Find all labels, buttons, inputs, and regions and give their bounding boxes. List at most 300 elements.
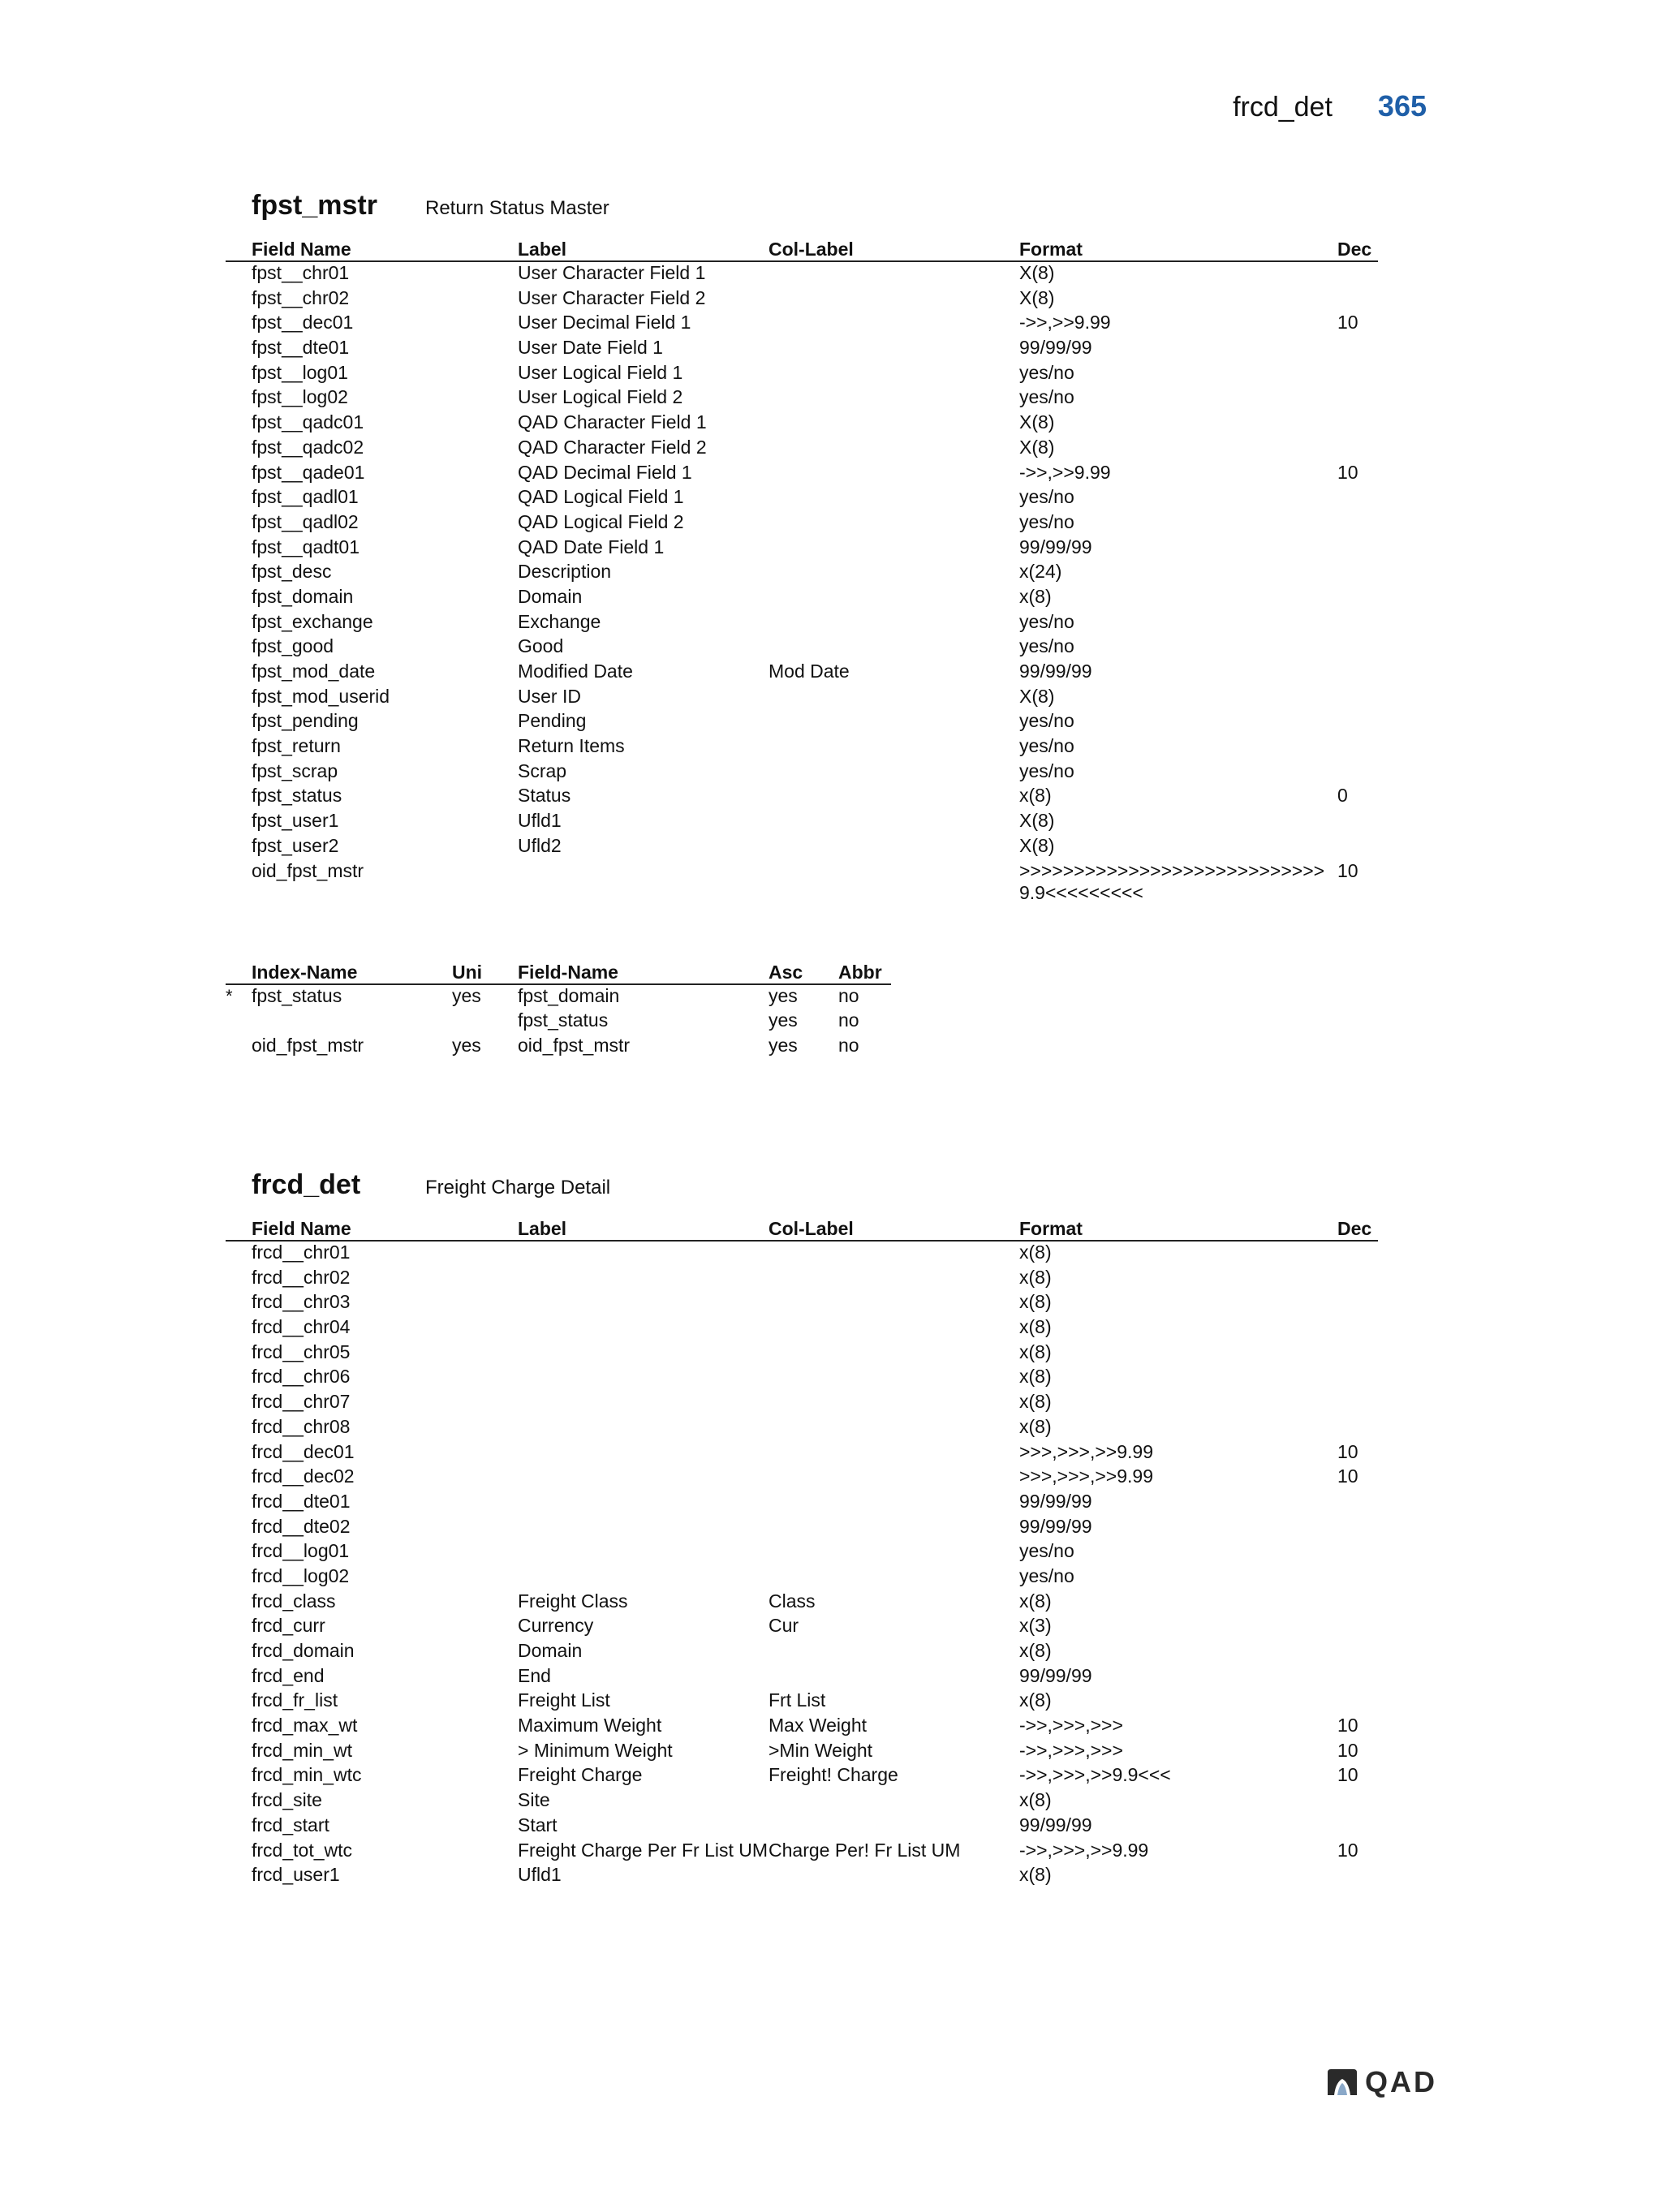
format-cell: ->>,>>>,>>> — [1019, 1715, 1123, 1736]
table-row — [226, 1615, 1378, 1640]
fpst-field-table — [226, 236, 1378, 904]
col-label-cell — [769, 1540, 1019, 1565]
col-format: Format — [1019, 1216, 1337, 1241]
format-cell: x(8) — [1019, 1391, 1052, 1413]
field-name-cell: fpst_desc — [252, 561, 332, 583]
dec-cell — [1337, 1864, 1378, 1889]
col-label-cell — [769, 1565, 1019, 1590]
label-cell — [518, 1291, 769, 1316]
format-cell: X(8) — [1019, 411, 1055, 433]
table-heading — [252, 190, 1378, 222]
dec-cell — [1337, 1241, 1378, 1267]
label-cell: QAD Decimal Field 1 — [518, 461, 692, 483]
dec-cell — [1337, 1640, 1378, 1665]
dec-cell — [1337, 760, 1378, 785]
format-cell: yes/no — [1019, 760, 1074, 781]
table-row — [226, 1267, 1378, 1292]
label-cell: Freight Charge Per Fr List UM — [518, 1839, 769, 1861]
field-name-cell: frcd__dte01 — [252, 1490, 351, 1512]
table-row — [226, 1789, 1378, 1814]
label-cell: Exchange — [518, 610, 601, 632]
label-cell — [518, 860, 769, 904]
frcd-section — [226, 1169, 1378, 1889]
dec-cell — [1337, 1814, 1378, 1840]
primary-index-marker — [226, 1009, 252, 1035]
label-cell: QAD Date Field 1 — [518, 536, 665, 557]
table-row — [226, 1516, 1378, 1541]
field-name-cell: fpst__qadl01 — [252, 486, 359, 508]
label-cell: Ufld2 — [518, 834, 562, 856]
dec-cell — [1337, 1789, 1378, 1814]
format-cell: yes/no — [1019, 635, 1074, 657]
field-name-cell: frcd_class — [252, 1590, 336, 1612]
format-cell: X(8) — [1019, 262, 1055, 283]
field-name-cell: frcd__log02 — [252, 1564, 350, 1586]
table-row — [226, 586, 1378, 611]
dec-cell: 10 — [1337, 1715, 1358, 1736]
field-table-header-row — [226, 236, 1378, 261]
field-name-cell: fpst__qadl02 — [252, 510, 359, 532]
table-name: fpst_mstr — [252, 190, 377, 221]
col-label-cell — [769, 511, 1019, 536]
table-row — [226, 1391, 1378, 1416]
col-label-cell — [769, 1491, 1019, 1516]
field-name-cell: fpst__log01 — [252, 361, 348, 383]
table-heading — [252, 1169, 1378, 1201]
dec-cell — [1337, 536, 1378, 562]
format-cell: x(8) — [1019, 1864, 1052, 1886]
field-name-cell: frcd_min_wtc — [252, 1764, 362, 1786]
index-name-cell: fpst_status — [252, 984, 342, 1006]
dec-cell — [1337, 287, 1378, 312]
abbr-cell: no — [838, 1034, 859, 1056]
fpst-section — [226, 190, 1378, 1060]
dec-cell — [1337, 686, 1378, 711]
format-cell: 99/99/99 — [1019, 536, 1092, 557]
dec-cell — [1337, 735, 1378, 760]
fpst-index-rows — [226, 984, 891, 1060]
uni-cell — [452, 1009, 518, 1035]
dec-cell: 10 — [1337, 859, 1358, 881]
col-label-cell — [769, 611, 1019, 636]
field-name-cell: frcd__chr04 — [252, 1316, 351, 1338]
dec-cell — [1337, 437, 1378, 462]
format-cell: 99/99/99 — [1019, 1515, 1092, 1537]
dec-cell — [1337, 511, 1378, 536]
format-cell: X(8) — [1019, 436, 1055, 458]
col-col-label: Col-Label — [769, 1216, 1019, 1241]
qad-logo-icon — [1326, 2068, 1358, 2097]
table-row — [226, 1316, 1378, 1341]
label-cell — [518, 1491, 769, 1516]
field-name-cell: frcd_min_wt — [252, 1739, 352, 1761]
format-cell: x(8) — [1019, 1242, 1052, 1263]
field-name-cell: fpst_exchange — [252, 610, 373, 632]
dec-cell — [1337, 835, 1378, 860]
field-name-cell: frcd_max_wt — [252, 1715, 358, 1736]
col-label-cell — [769, 1814, 1019, 1840]
table-row — [226, 561, 1378, 586]
col-label-cell — [769, 1465, 1019, 1491]
label-cell: Modified Date — [518, 661, 633, 682]
fpst-index-table — [226, 959, 891, 1060]
col-label-cell: Max Weight — [769, 1715, 868, 1736]
col-label-cell: Cur — [769, 1615, 799, 1637]
field-name-cell: frcd_user1 — [252, 1864, 340, 1886]
col-label-cell: Freight! Charge — [769, 1764, 898, 1786]
label-cell: End — [518, 1664, 551, 1686]
col-label-cell — [769, 1516, 1019, 1541]
col-label: Label — [518, 236, 769, 261]
col-label-cell — [769, 735, 1019, 760]
table-row — [226, 1665, 1378, 1690]
label-cell: Description — [518, 561, 612, 583]
label-cell: > Minimum Weight — [518, 1739, 673, 1761]
label-cell: QAD Logical Field 1 — [518, 486, 684, 508]
dec-cell — [1337, 486, 1378, 511]
label-cell — [518, 1391, 769, 1416]
primary-index-marker — [226, 1035, 252, 1060]
col-label-cell — [769, 1241, 1019, 1267]
dec-cell — [1337, 1291, 1378, 1316]
format-cell: 99/99/99 — [1019, 661, 1092, 682]
col-label-cell: >Min Weight — [769, 1739, 873, 1761]
format-cell: x(8) — [1019, 585, 1052, 607]
field-name-cell: frcd__dte02 — [252, 1515, 351, 1537]
uni-cell: yes — [452, 1034, 481, 1056]
table-row — [226, 337, 1378, 362]
label-cell: Return Items — [518, 735, 625, 757]
label-cell: Maximum Weight — [518, 1715, 662, 1736]
format-cell: >>>>>>>>>>>>>>>>>>>>>>>>>>>>9.9<<<<<<<<< — [1019, 859, 1325, 903]
format-cell: >>>,>>>,>>9.99 — [1019, 1465, 1153, 1487]
field-name-cell: frcd__log01 — [252, 1540, 350, 1562]
field-name-cell: fpst__qadc01 — [252, 411, 364, 433]
field-name-cell: frcd_curr — [252, 1615, 325, 1637]
asc-cell: yes — [769, 984, 798, 1006]
col-dec: Dec — [1337, 1216, 1378, 1241]
table-row — [226, 810, 1378, 835]
table-row — [226, 1416, 1378, 1441]
field-name-cell: fpst__qade01 — [252, 461, 365, 483]
label-cell — [518, 1565, 769, 1590]
col-label-cell — [769, 810, 1019, 835]
format-cell: ->>,>>>,>>9.99 — [1019, 1839, 1149, 1861]
table-row — [226, 785, 1378, 810]
table-row — [226, 1491, 1378, 1516]
col-label-cell — [769, 635, 1019, 661]
table-row — [226, 437, 1378, 462]
label-cell — [518, 1241, 769, 1267]
table-row — [226, 1689, 1378, 1715]
format-cell: x(8) — [1019, 1291, 1052, 1313]
field-name-cell: fpst_return — [252, 735, 341, 757]
index-row — [226, 984, 891, 1010]
dec-cell — [1337, 1565, 1378, 1590]
index-field-cell: fpst_domain — [518, 984, 620, 1006]
dec-cell — [1337, 710, 1378, 735]
table-row — [226, 611, 1378, 636]
col-col-label: Col-Label — [769, 236, 1019, 261]
label-cell — [518, 1366, 769, 1391]
format-cell: yes/no — [1019, 610, 1074, 632]
col-uni: Uni — [452, 959, 518, 984]
field-name-cell: fpst__chr01 — [252, 262, 350, 283]
col-label-cell — [769, 686, 1019, 711]
field-name-cell: frcd__chr03 — [252, 1291, 351, 1313]
dec-cell: 0 — [1337, 785, 1348, 807]
field-name-cell: frcd__chr06 — [252, 1366, 351, 1388]
label-cell: Currency — [518, 1615, 594, 1637]
col-label-cell — [769, 437, 1019, 462]
format-cell: yes/no — [1019, 1564, 1074, 1586]
table-row — [226, 536, 1378, 562]
label-cell: User Character Field 2 — [518, 286, 706, 308]
field-name-cell: fpst__qadt01 — [252, 536, 360, 557]
label-cell: User Decimal Field 1 — [518, 312, 691, 334]
col-primary-marker — [226, 959, 252, 984]
format-cell: 99/99/99 — [1019, 337, 1092, 359]
col-label-cell — [769, 860, 1019, 904]
format-cell: ->>,>>>,>>9.9<<< — [1019, 1764, 1171, 1786]
field-name-cell: fpst_good — [252, 635, 334, 657]
format-cell: yes/no — [1019, 386, 1074, 408]
format-cell: >>>,>>>,>>9.99 — [1019, 1440, 1153, 1462]
col-label-cell — [769, 312, 1019, 337]
format-cell: x(8) — [1019, 1689, 1052, 1711]
col-asc: Asc — [769, 959, 838, 984]
dec-cell: 10 — [1337, 1839, 1358, 1861]
col-label-cell — [769, 1665, 1019, 1690]
table-row — [226, 1241, 1378, 1267]
col-label-cell: Charge Per! Fr List UM — [769, 1839, 961, 1861]
col-label-cell — [769, 462, 1019, 487]
table-row — [226, 635, 1378, 661]
fpst-field-rows — [226, 261, 1378, 904]
label-cell — [518, 1540, 769, 1565]
col-label-cell — [769, 1267, 1019, 1292]
col-label-cell — [769, 785, 1019, 810]
col-label-cell — [769, 1864, 1019, 1889]
label-cell: Ufld1 — [518, 1864, 562, 1886]
index-field-cell: oid_fpst_mstr — [518, 1034, 631, 1056]
format-cell: x(8) — [1019, 1366, 1052, 1388]
format-cell: ->>,>>>,>>> — [1019, 1739, 1123, 1761]
label-cell — [518, 1516, 769, 1541]
format-cell: ->>,>>9.99 — [1019, 461, 1111, 483]
col-label-cell: Frt List — [769, 1689, 826, 1711]
field-name-cell: fpst_user1 — [252, 810, 339, 832]
col-label-cell — [769, 1441, 1019, 1466]
table-row — [226, 1366, 1378, 1391]
index-table-header-row — [226, 959, 891, 984]
field-name-cell: frcd_start — [252, 1814, 329, 1835]
label-cell: Pending — [518, 710, 587, 732]
label-cell: User Date Field 1 — [518, 337, 663, 359]
dec-cell — [1337, 1665, 1378, 1690]
label-cell — [518, 1441, 769, 1466]
field-name-cell: fpst__qadc02 — [252, 436, 364, 458]
col-label-cell — [769, 1341, 1019, 1366]
format-cell: yes/no — [1019, 710, 1074, 732]
index-row — [226, 1035, 891, 1060]
dec-cell — [1337, 1615, 1378, 1640]
index-field-cell: fpst_status — [518, 1009, 609, 1031]
col-label-cell: Class — [769, 1590, 816, 1612]
table-row — [226, 1441, 1378, 1466]
dec-cell — [1337, 386, 1378, 411]
col-index-field-name: Field-Name — [518, 959, 769, 984]
format-cell: yes/no — [1019, 510, 1074, 532]
label-cell: User Character Field 1 — [518, 262, 706, 283]
label-cell: Freight Charge — [518, 1764, 643, 1786]
table-row — [226, 1640, 1378, 1665]
table-row — [226, 1864, 1378, 1889]
field-name-cell: fpst__dte01 — [252, 337, 350, 359]
dec-cell — [1337, 337, 1378, 362]
dec-cell — [1337, 362, 1378, 387]
abbr-cell: no — [838, 984, 859, 1006]
col-label-cell — [769, 561, 1019, 586]
col-label-cell — [769, 835, 1019, 860]
dec-cell — [1337, 586, 1378, 611]
dec-cell — [1337, 261, 1378, 287]
table-row — [226, 511, 1378, 536]
table-description: Freight Charge Detail — [425, 1177, 611, 1199]
label-cell: Ufld1 — [518, 810, 562, 832]
label-cell: User Logical Field 2 — [518, 386, 683, 408]
field-name-cell: fpst__chr02 — [252, 286, 350, 308]
abbr-cell: no — [838, 1009, 859, 1031]
field-name-cell: fpst__dec01 — [252, 312, 354, 334]
table-row — [226, 735, 1378, 760]
table-row — [226, 1291, 1378, 1316]
dec-cell — [1337, 1267, 1378, 1292]
dec-cell — [1337, 810, 1378, 835]
col-field-name: Field Name — [226, 236, 518, 261]
running-head-title: frcd_det — [1233, 92, 1333, 123]
col-label-cell — [769, 1291, 1019, 1316]
col-label-cell — [769, 1316, 1019, 1341]
table-row — [226, 1715, 1378, 1740]
label-cell: Domain — [518, 585, 583, 607]
format-cell: x(8) — [1019, 1415, 1052, 1437]
dec-cell — [1337, 411, 1378, 437]
col-label-cell — [769, 1789, 1019, 1814]
format-cell: 99/99/99 — [1019, 1664, 1092, 1686]
col-label-cell — [769, 261, 1019, 287]
label-cell — [518, 1416, 769, 1441]
index-name-cell — [252, 1009, 452, 1035]
field-name-cell: fpst_mod_userid — [252, 685, 390, 707]
format-cell: ->>,>>9.99 — [1019, 312, 1111, 334]
dec-cell — [1337, 635, 1378, 661]
field-name-cell: frcd__chr02 — [252, 1266, 351, 1288]
col-dec: Dec — [1337, 236, 1378, 261]
field-name-cell: frcd__dec01 — [252, 1440, 355, 1462]
dec-cell — [1337, 1341, 1378, 1366]
table-row — [226, 860, 1378, 904]
field-name-cell: frcd_fr_list — [252, 1689, 338, 1711]
col-label-cell — [769, 1640, 1019, 1665]
field-name-cell: fpst_domain — [252, 585, 354, 607]
field-name-cell: frcd_site — [252, 1789, 322, 1811]
col-label-cell — [769, 486, 1019, 511]
format-cell: x(24) — [1019, 561, 1062, 583]
label-cell: Status — [518, 785, 571, 807]
dec-cell — [1337, 1540, 1378, 1565]
label-cell: Freight Class — [518, 1590, 628, 1612]
col-label-cell — [769, 362, 1019, 387]
col-format: Format — [1019, 236, 1337, 261]
page-number: 365 — [1377, 89, 1427, 123]
format-cell: X(8) — [1019, 834, 1055, 856]
col-abbr: Abbr — [838, 959, 891, 984]
field-name-cell: oid_fpst_mstr — [252, 859, 364, 881]
label-cell: Good — [518, 635, 564, 657]
field-name-cell: fpst_status — [252, 785, 342, 807]
dec-cell — [1337, 1491, 1378, 1516]
format-cell: x(8) — [1019, 1789, 1052, 1811]
asc-cell: yes — [769, 1034, 798, 1056]
dec-cell — [1337, 1516, 1378, 1541]
field-name-cell: frcd_tot_wtc — [252, 1839, 352, 1861]
col-label-cell — [769, 710, 1019, 735]
dec-cell — [1337, 611, 1378, 636]
field-name-cell: frcd_end — [252, 1664, 325, 1686]
frcd-field-rows — [226, 1241, 1378, 1889]
dec-cell — [1337, 1391, 1378, 1416]
dec-cell: 10 — [1337, 461, 1358, 483]
table-row — [226, 1764, 1378, 1789]
label-cell: User ID — [518, 685, 581, 707]
table-row — [226, 1565, 1378, 1590]
label-cell: User Logical Field 1 — [518, 361, 683, 383]
label-cell: Domain — [518, 1640, 583, 1661]
col-index-name: Index-Name — [252, 959, 452, 984]
format-cell: yes/no — [1019, 486, 1074, 508]
dec-cell — [1337, 1590, 1378, 1616]
label-cell: QAD Character Field 1 — [518, 411, 707, 433]
label-cell: Site — [518, 1789, 550, 1811]
table-row — [226, 835, 1378, 860]
asc-cell: yes — [769, 1009, 798, 1031]
frcd-field-table — [226, 1216, 1378, 1889]
field-name-cell: frcd__chr05 — [252, 1341, 351, 1362]
dec-cell — [1337, 1689, 1378, 1715]
table-row — [226, 462, 1378, 487]
table-row — [226, 287, 1378, 312]
dec-cell — [1337, 1366, 1378, 1391]
col-label-cell — [769, 1416, 1019, 1441]
dec-cell: 10 — [1337, 312, 1358, 334]
label-cell — [518, 1267, 769, 1292]
table-row — [226, 1341, 1378, 1366]
field-name-cell: frcd_domain — [252, 1640, 355, 1661]
table-row — [226, 760, 1378, 785]
dec-cell — [1337, 1316, 1378, 1341]
format-cell: x(8) — [1019, 785, 1052, 807]
col-label-cell — [769, 287, 1019, 312]
dec-cell — [1337, 661, 1378, 686]
table-row — [226, 686, 1378, 711]
label-cell: Scrap — [518, 760, 567, 781]
col-label-cell: Mod Date — [769, 661, 850, 682]
index-name-cell: oid_fpst_mstr — [252, 1034, 364, 1056]
dec-cell — [1337, 1416, 1378, 1441]
label-cell — [518, 1341, 769, 1366]
label-cell: QAD Logical Field 2 — [518, 510, 684, 532]
